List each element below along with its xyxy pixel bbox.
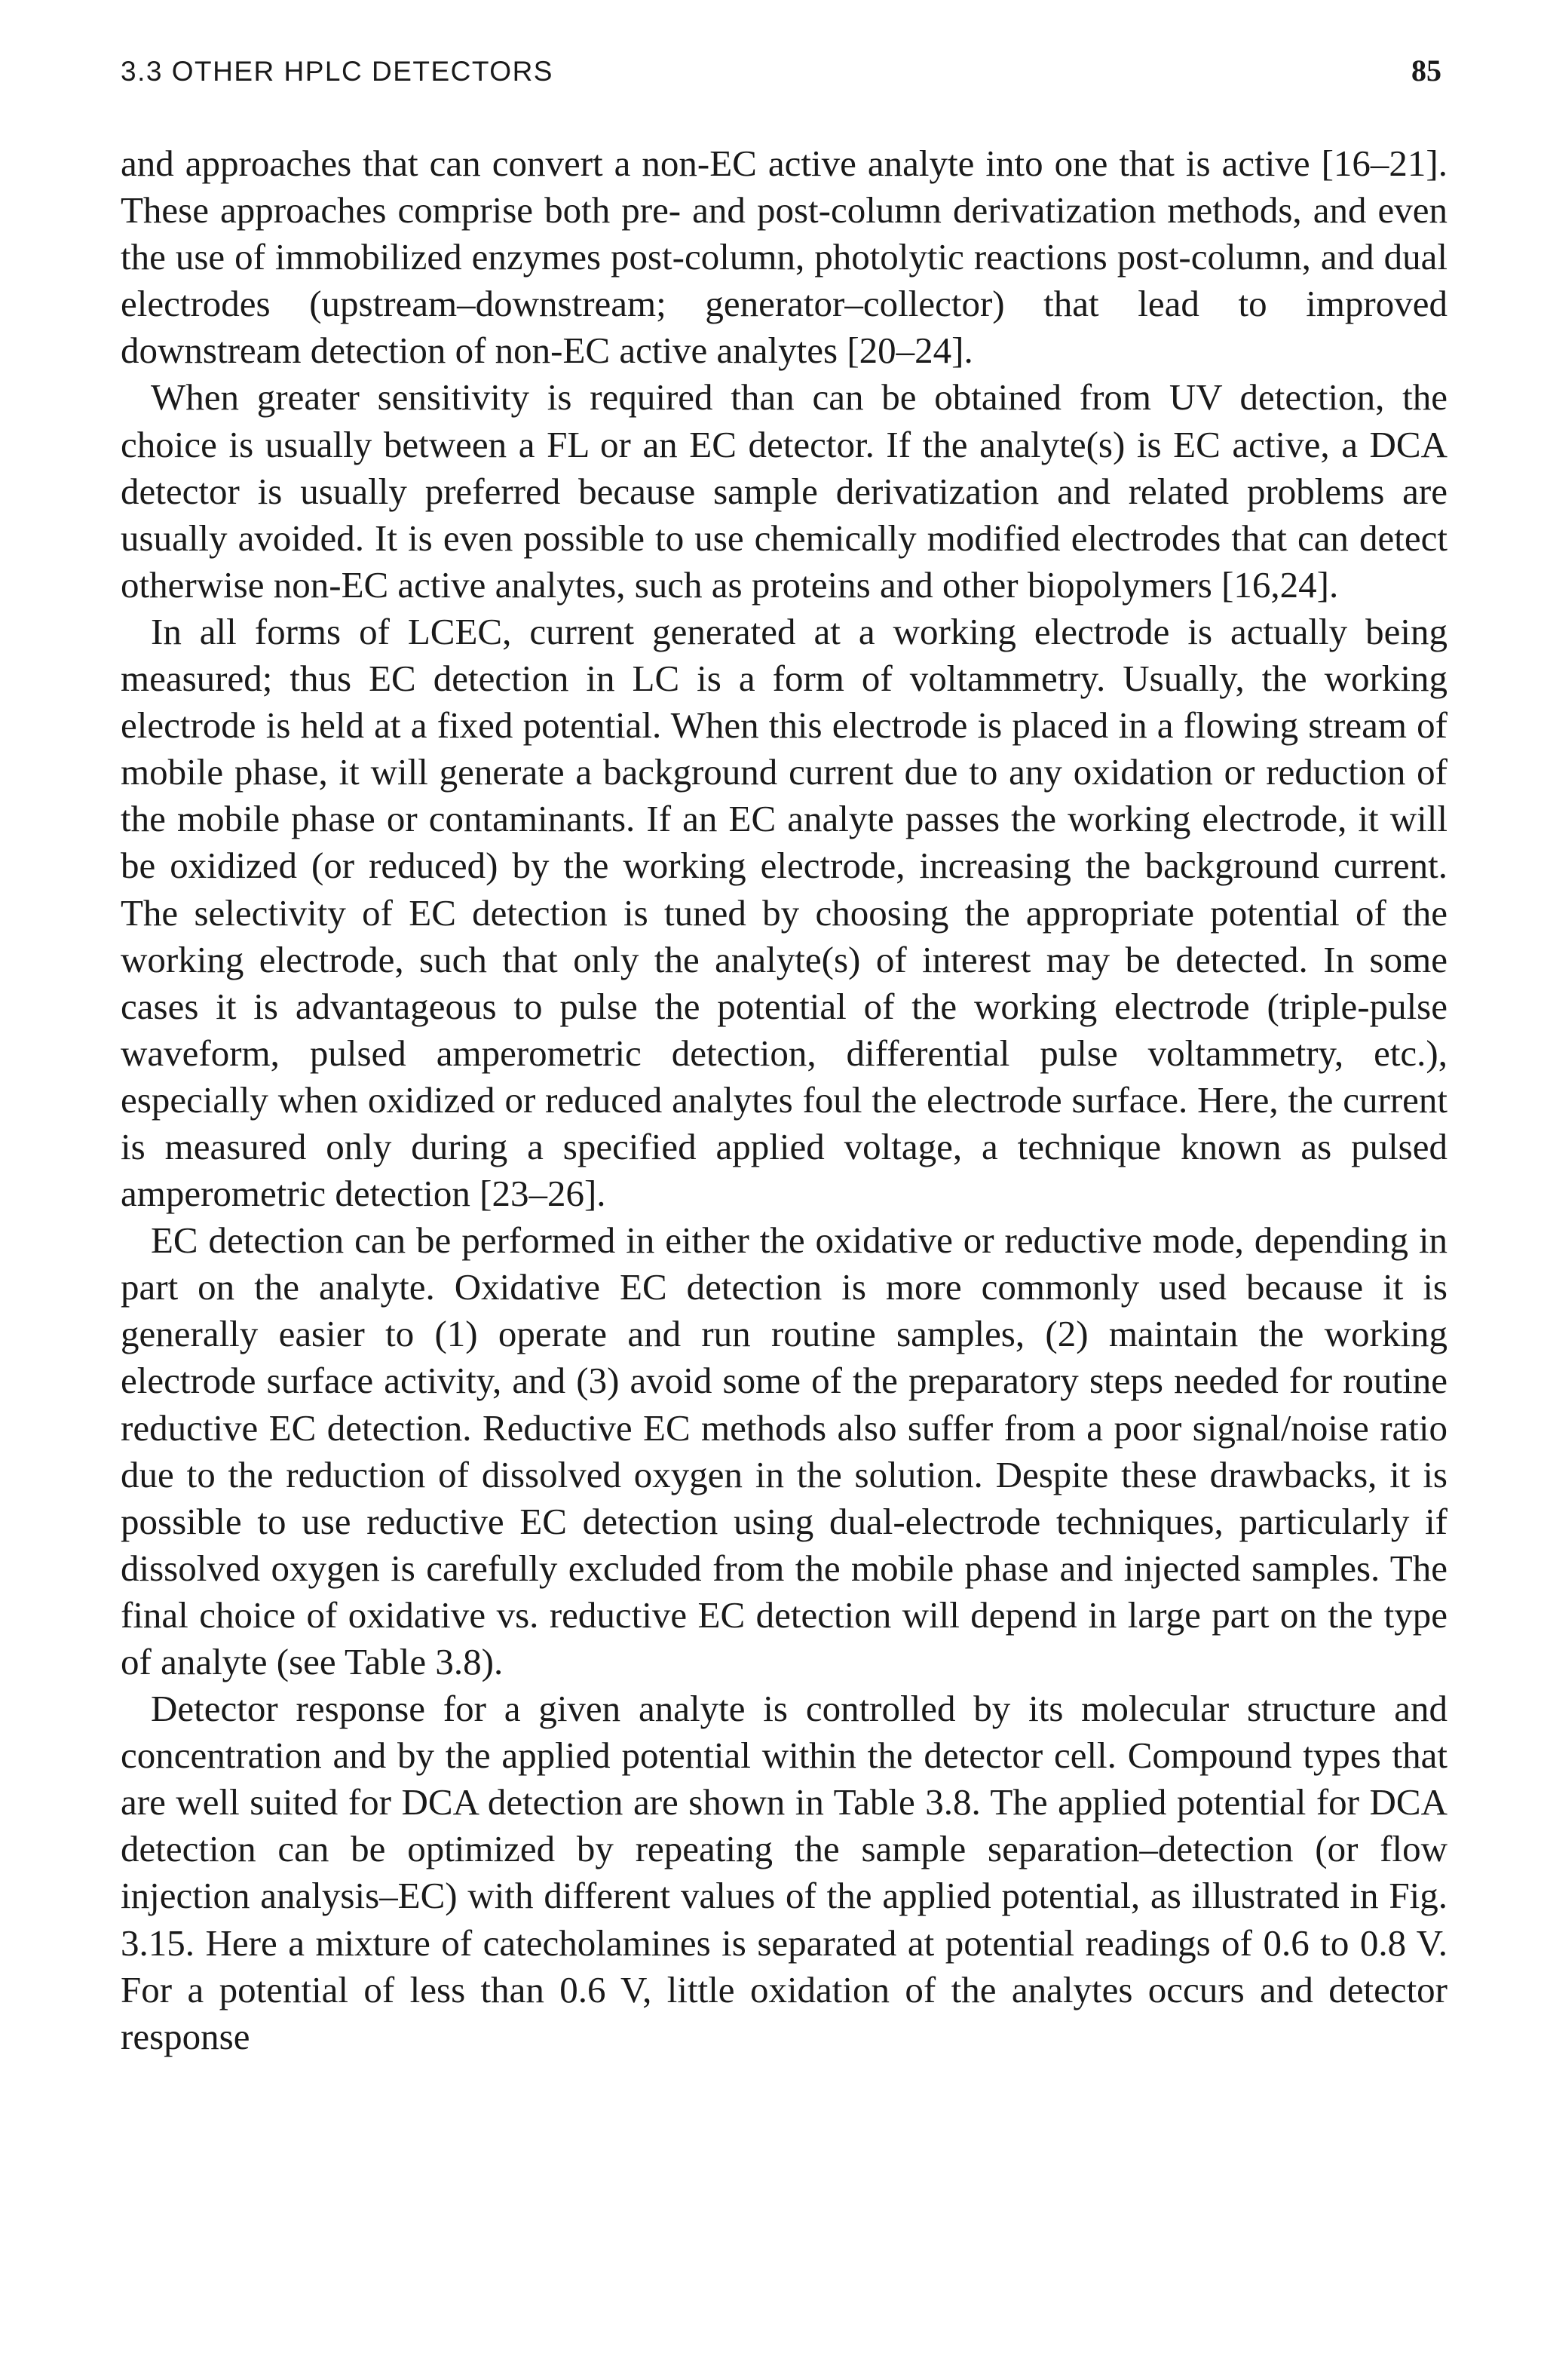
paragraph-5: Detector response for a given analyte is controlled by its molecular structure and concentration and by the applied potential within the detector cell. Compound types that are well suited for DCA detection are shown in Table 3.8. The applied potential for DCA detection can be optimized by repeating the sample separation–detection (or flow injection analysis–EC) with different values of the applied potential, as illustrated in Fig. 3.15. Here a mixture of catecholamines is separated at potential readings of 0.6 to 0.8 V. For a potential of less than 0.6 V, little oxidation of the analytes occurs and detector response: [121, 1688, 1448, 2057]
section-title: 3.3 OTHER HPLC DETECTORS: [121, 56, 553, 87]
running-head: [121, 53, 1441, 98]
page-number: 85: [1411, 54, 1441, 87]
paragraph-3: In all forms of LCEC, current generated at a working electrode is actually being measured; thus EC detection in LC is a form of voltammetry. Usually, the working electrode is held at a fixed potential. When this electrode is placed in a flowing stream of mobile phase, it will generate a background current due to any oxidation or reduction of the mobile phase or contaminants. If an EC analyte passes the working electrode, it will be oxidized (or reduced) by the working electrode, increasing the background current. The selectivity of EC detection is tuned by choosing the appropriate potential of the working electrode, such that only the analyte(s) of interest may be detected. In some cases it is advantageous to pulse the potential of the working electrode (triple-​pulse waveform, pulsed amperometric detection, differential pulse voltammetry, etc.), especially when oxidized or reduced analytes foul the electrode surface. Here, the current is measured only during a specified applied voltage, a technique known as pulsed amperometric detection [23–26].: [121, 610, 1448, 1215]
body-text: [121, 140, 1448, 2060]
paragraph-4: EC detection can be performed in either the oxidative or reductive mode, depending in part on the analyte. Oxidative EC detection is more commonly used because it is generally easier to (1) operate and run routine samples, (2) maintain the working electrode surface activity, and (3) avoid some of the preparatory steps needed for routine reductive EC detection. Reductive EC methods also suffer from a poor signal/noise ratio due to the reduction of dissolved oxygen in the solution. Despite these drawbacks, it is possible to use reductive EC detection using dual-electrode techniques, particularly if dissolved oxygen is carefully excluded from the mobile phase and injected samples. The final choice of oxidative vs. reductive EC detection will depend in large part on the type of analyte (see Table 3.8).: [121, 1219, 1448, 1682]
paragraph-2: When greater sensitivity is required than can be obtained from UV detection, the choice is usually between a FL or an EC detector. If the analyte(s) is EC active, a DCA detector is usually preferred because sample derivatization and related problems are usually avoided. It is even possible to use chemically modified electrodes that can detect otherwise non-EC active analytes, such as proteins and other biopolymers [16,24].: [121, 376, 1448, 606]
paragraph-1: and approaches that can convert a non-EC active analyte into one that is active [16–21]. These approaches comprise both pre- and post-column derivatization methods, and even the use of immobilized enzymes post-column, photolytic reactions post-column, and dual electrodes (upstream–downstream; generator–collector) that lead to improved downstream detection of non-EC active analytes [20–24].: [121, 143, 1448, 372]
